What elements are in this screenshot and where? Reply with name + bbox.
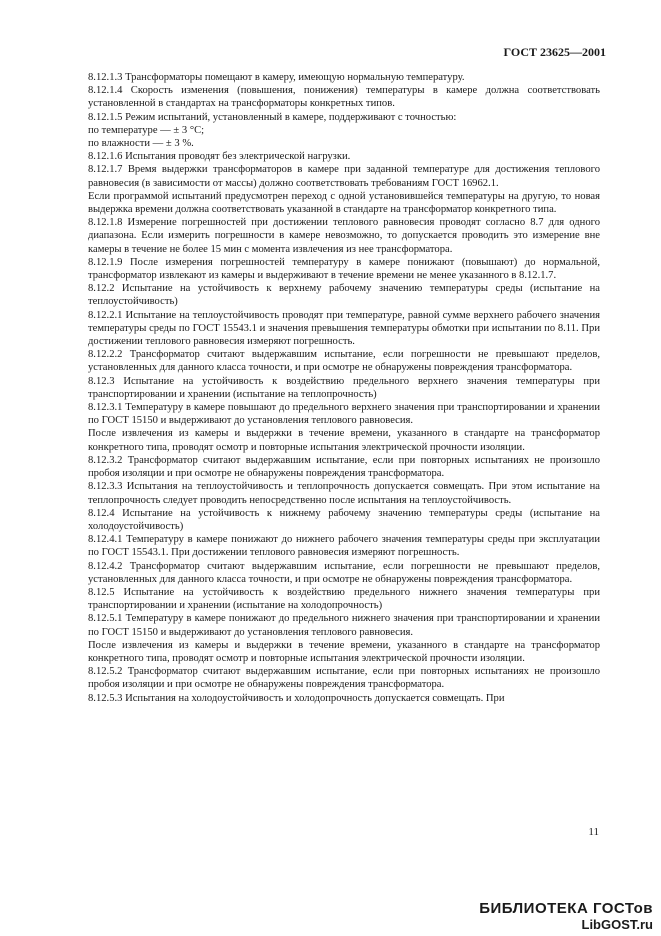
paragraph: 8.12.4.1 Температуру в камере понижают до нижнего рабочего значения температуры среды при эксплуатации по ГОСТ 15543.1. При достижении теплового равновесия измеряют погрешность.	[88, 534, 600, 559]
paragraph: по температуре — ± 3 °С;	[88, 124, 205, 136]
watermark-title: БИБЛИОТЕКА ГОСТов	[479, 900, 653, 917]
watermark-site: LibGOST.ru	[581, 917, 653, 932]
paragraph: 8.12.4 Испытание на устойчивость к нижнему рабочему значению температуры среды (испытание на холодоустойчивость)	[88, 507, 600, 532]
paragraph: 8.12.2.1 Испытание на теплоустойчивость проводят при температуре, равной сумме верхнего рабочего значения температуры среды по ГОСТ 15543.1 и значения превышения температуры обмотки при испытании по 8.11. При достижении теплового равновесия измеряют погрешность.	[88, 309, 600, 348]
paragraph: 8.12.4.2 Трансформатор считают выдержавшим испытание, если погрешности не превышают пределов, установленных для данного класса точности, и при осмотре не обнаружены повреждения трансформатора.	[88, 560, 600, 585]
paragraph: 8.12.5.2 Трансформатор считают выдержавшим испытание, если при повторных испытаниях не произошло пробоя изоляции и при осмотре не обнаружены повреждения трансформатора.	[88, 666, 600, 691]
paragraph: Если программой испытаний предусмотрен переход с одной установившейся температуры на другую, то новая выдержка времени должна соответствовать указанной в стандарте на трансформатор конкретного типа.	[88, 190, 600, 216]
paragraph: 8.12.1.3 Трансформаторы помещают в камеру, имеющую нормальную температуру.	[88, 72, 465, 83]
paragraph: 8.12.5.1 Температуру в камере понижают до предельного нижнего значения при транспортировании и хранении по ГОСТ 15150 и выдерживают до установления теплового равновесия.	[88, 613, 600, 638]
paragraph: 8.12.3 Испытание на устойчивость к воздействию предельного верхнего значения температуры при транспортировании и хранении (испытание на теплопрочность)	[88, 375, 600, 400]
paragraph: 8.12.1.5 Режим испытаний, установленный в камере, поддерживают с точностью:	[88, 111, 457, 123]
paragraph: После извлечения из камеры и выдержки в течение времени, указанного в стандарте на трансформатор конкретного типа, проводят осмотр и повторные испытания электрической прочности изоляции.	[88, 428, 600, 453]
paragraph: 8.12.3.3 Испытания на теплоустойчивость и теплопрочность допускается совмещать. При этом испытание на теплопрочность следует проводить непосредственно после испытания на теплоустойчивость.	[88, 481, 600, 506]
paragraph: 8.12.2 Испытание на устойчивость к верхнему рабочему значению температуры среды (испытание на теплоустойчивость)	[88, 283, 600, 308]
document-header: ГОСТ 23625—2001	[503, 45, 606, 59]
paragraph: 8.12.1.4 Скорость изменения (повышения, понижения) температуры в камере должна соответствовать установленной в стандартах на трансформаторы конкретных типов.	[88, 85, 600, 110]
paragraph: 8.12.3.1 Температуру в камере повышают до предельного верхнего значения при транспортировании и хранении по ГОСТ 15150 и выдерживают до установления теплового равновесия.	[88, 402, 600, 427]
paragraph: 8.12.1.7 Время выдержки трансформаторов в камере при заданной температуре для достижения теплового равновесия (в зависимости от массы) должно соответствовать требованиям ГОСТ 16962.1.	[88, 164, 600, 189]
library-watermark	[479, 900, 653, 932]
paragraph: 8.12.1.9 После измерения погрешностей температуру в камере понижают (повышают) до нормальной, трансформатор извлекают из камеры и выдерживают в течение времени не менее указанного в 8.12.1.7.	[88, 256, 600, 282]
paragraph: 8.12.3.2 Трансформатор считают выдержавшим испытание, если при повторных испытаниях не произошло пробоя изоляции и при осмотре не обнаружены повреждения трансформатора.	[88, 454, 600, 480]
paragraph: по влажности — ± 3 %.	[88, 138, 194, 150]
paragraph: После извлечения из камеры и выдержки в течение времени, указанного в стандарте на трансформатор конкретного типа, проводят осмотр и повторные испытания электрической прочности изоляции.	[88, 639, 600, 664]
paragraph: 8.12.2.2 Трансформатор считают выдержавшим испытание, если погрешности не превышают пределов, установленных для данного класса точности, и при осмотре не обнаружены повреждения трансформатора.	[88, 349, 600, 374]
paragraph: 8.12.1.8 Измерение погрешностей при достижении теплового равновесия проводят согласно 8.7 для одного диапазона. Если измерить погрешности в камере невозможно, то допускается проводить это измерение вне камеры в течение не более 15 мин с момента извлечения из нее трансформатора.	[88, 217, 600, 255]
paragraph: 8.12.5 Испытание на устойчивость к воздействию предельного нижнего значения температуры при транспортировании и хранении (испытание на холодопрочность)	[88, 586, 600, 612]
page-number: 11	[588, 826, 599, 838]
document-body	[88, 71, 600, 705]
paragraph: 8.12.1.6 Испытания проводят без электрической нагрузки.	[88, 151, 351, 163]
paragraph: 8.12.5.3 Испытания на холодоустойчивость и холодопрочность допускается совмещать. При	[88, 692, 505, 704]
